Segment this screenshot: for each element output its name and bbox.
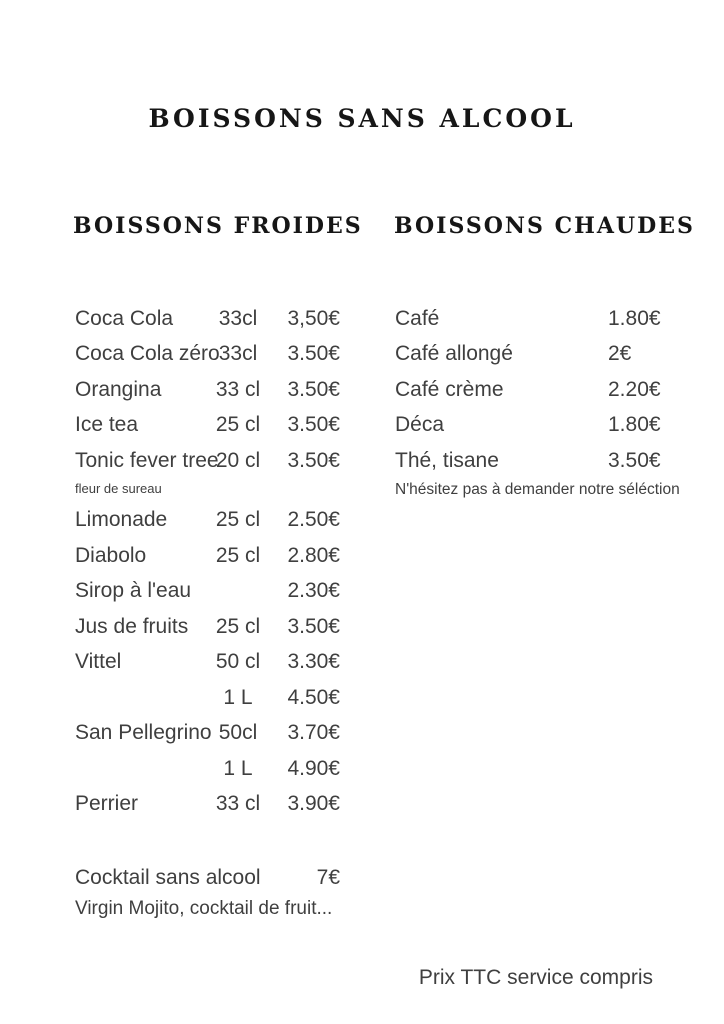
item-size: 50 cl bbox=[215, 650, 261, 674]
menu-row bbox=[75, 337, 340, 373]
item-name: Perrier bbox=[75, 792, 139, 816]
item-price: 7€ bbox=[316, 866, 340, 889]
item-price: 2€ bbox=[608, 342, 632, 366]
item-name: Thé, tisane bbox=[395, 448, 499, 472]
item-name: Ice tea bbox=[75, 413, 139, 437]
item-name: Café bbox=[395, 306, 440, 330]
item-name: Tonic fever tree bbox=[75, 448, 219, 472]
item-name: Limonade bbox=[75, 508, 168, 532]
item-size: 33cl bbox=[218, 342, 258, 366]
item-note: fleur de sureau bbox=[75, 480, 162, 496]
item-name: Cocktail sans alcool bbox=[75, 866, 261, 889]
menu-row bbox=[75, 787, 340, 823]
menu-row bbox=[75, 574, 340, 610]
menu-row bbox=[75, 751, 340, 787]
item-size: 25 cl bbox=[215, 508, 261, 532]
item-price: 3.50€ bbox=[608, 448, 661, 472]
item-price: 2.20€ bbox=[608, 377, 661, 401]
item-size: 33 cl bbox=[215, 792, 261, 816]
item-size: 1 L bbox=[223, 756, 253, 780]
item-size: 25 cl bbox=[215, 543, 261, 567]
item-size: 25 cl bbox=[215, 614, 261, 638]
item-name: Orangina bbox=[75, 377, 162, 401]
footer-note: Prix TTC service compris bbox=[418, 966, 653, 989]
menu-row bbox=[395, 408, 661, 444]
menu-row bbox=[75, 408, 340, 444]
menu-row bbox=[75, 609, 340, 645]
item-price: 2.80€ bbox=[287, 543, 340, 567]
item-name: Café allongé bbox=[395, 342, 513, 366]
hot-drinks-heading: BOISSONS CHAUDES bbox=[394, 213, 695, 239]
item-price: 3.90€ bbox=[287, 792, 340, 816]
item-price: 4.50€ bbox=[287, 685, 340, 709]
item-price: 3.70€ bbox=[287, 721, 340, 745]
item-name: Déca bbox=[395, 413, 445, 437]
item-name: Coca Cola bbox=[75, 306, 174, 330]
menu-row bbox=[395, 443, 661, 479]
item-price: 3.50€ bbox=[287, 342, 340, 366]
menu-row bbox=[75, 860, 340, 896]
menu-row bbox=[395, 301, 661, 337]
menu-row bbox=[75, 503, 340, 539]
menu-row bbox=[75, 538, 340, 574]
item-name: Vittel bbox=[75, 650, 122, 674]
item-price: 3.50€ bbox=[287, 413, 340, 437]
cold-drinks-list bbox=[75, 301, 340, 822]
cocktail-note: Virgin Mojito, cocktail de fruit... bbox=[75, 898, 333, 919]
item-name: Café crème bbox=[395, 377, 504, 401]
menu-row bbox=[75, 372, 340, 408]
menu-row bbox=[75, 680, 340, 716]
item-price: 3,50€ bbox=[287, 306, 340, 330]
menu-row bbox=[75, 443, 340, 479]
menu-title: BOISSONS SANS ALCOOL bbox=[148, 104, 576, 133]
cocktail-block bbox=[75, 860, 340, 920]
menu-row bbox=[75, 301, 340, 337]
item-price: 3.50€ bbox=[287, 614, 340, 638]
item-size: 33cl bbox=[218, 306, 258, 330]
item-price: 3.50€ bbox=[287, 448, 340, 472]
menu-row bbox=[75, 645, 340, 681]
item-size: 50cl bbox=[218, 721, 258, 745]
item-name: San Pellegrino bbox=[75, 721, 212, 745]
menu-row bbox=[75, 716, 340, 752]
item-price: 1.80€ bbox=[608, 306, 661, 330]
item-name: Sirop à l'eau bbox=[75, 579, 192, 603]
item-price: 4.90€ bbox=[287, 756, 340, 780]
item-price: 2.30€ bbox=[287, 579, 340, 603]
item-price: 1.80€ bbox=[608, 413, 661, 437]
item-size: 33 cl bbox=[215, 377, 261, 401]
item-size: 25 cl bbox=[215, 413, 261, 437]
item-size: 20 cl bbox=[215, 448, 261, 472]
item-price: 3.30€ bbox=[287, 650, 340, 674]
cold-drinks-heading: BOISSONS FROIDES bbox=[73, 213, 363, 239]
item-name: Coca Cola zéro bbox=[75, 342, 220, 366]
menu-row bbox=[395, 372, 661, 408]
item-price: 2.50€ bbox=[287, 508, 340, 532]
hot-drinks-list bbox=[395, 301, 680, 499]
hot-drinks-note: N'hésitez pas à demander notre séléction bbox=[395, 480, 680, 498]
menu-row bbox=[395, 337, 653, 373]
item-name: Jus de fruits bbox=[75, 614, 189, 638]
item-size: 1 L bbox=[223, 685, 253, 709]
item-name: Diabolo bbox=[75, 543, 147, 567]
item-price: 3.50€ bbox=[287, 377, 340, 401]
